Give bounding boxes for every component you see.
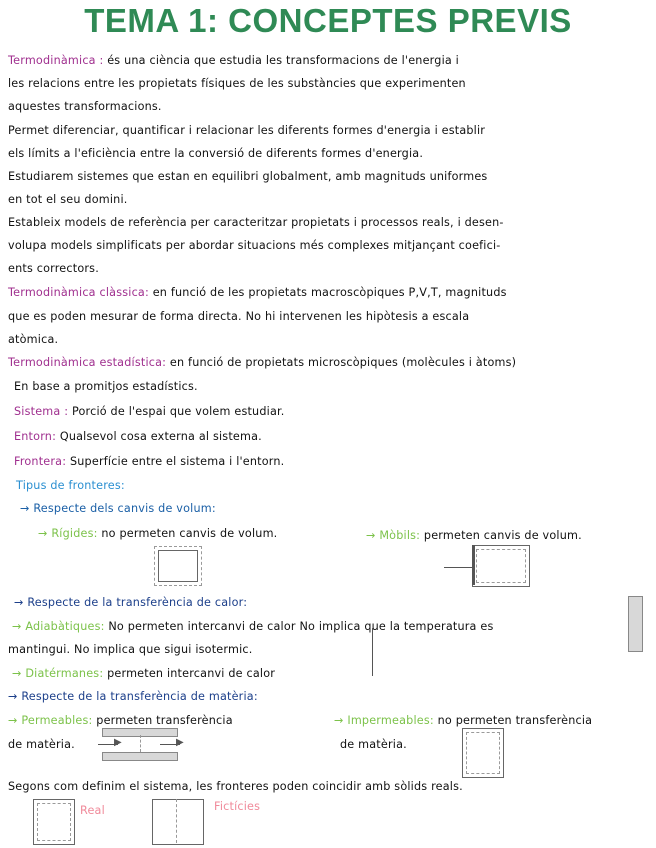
- frontera-term: Frontera:: [14, 455, 67, 468]
- volum-heading: → Respecte dels canvis de volum:: [20, 502, 216, 515]
- estadistica-term: Termodinàmica estadística:: [8, 356, 167, 369]
- impermeable-box-dash: [466, 732, 500, 774]
- permeables-line-2: de matèria.: [8, 738, 75, 751]
- termodinamica-line-1: [8, 54, 459, 68]
- ficticies-label: Fictícies: [214, 800, 261, 813]
- diatermanes-line: [12, 667, 275, 681]
- termodinamica-line-2: les relacions entre les propietats físiques de les substàncies que experimenten: [8, 77, 466, 90]
- adiabatic-wall: [628, 596, 643, 652]
- segons-line: Segons com definim el sistema, les fronteres poden coincidir amb sòlids reals.: [8, 780, 463, 793]
- entorn-line: [14, 430, 262, 444]
- estudiarem-line-1: Estudiarem sistemes que estan en equilibri globalment, amb magnituds uniformes: [8, 170, 488, 183]
- diathermic-wall-line: [372, 628, 373, 676]
- permet-line-1: Permet diferenciar, quantificar i relacionar les diferents formes d'energia i establir: [8, 124, 486, 137]
- estadistica-line-1: [8, 356, 516, 370]
- rigides-line: [38, 527, 277, 541]
- adiabatiques-line-2: mantingui. No implica que sigui isotermic.: [8, 643, 253, 656]
- permet-line-2: els límits a l'eficiència entre la conversió de diferents formes d'energia.: [8, 147, 424, 160]
- impermeables-text-1: no permeten transferència: [437, 714, 593, 727]
- rigides-term: → Rígides:: [38, 527, 98, 540]
- classica-line-1: [8, 286, 507, 300]
- diatermanes-text: permeten intercanvi de calor: [107, 667, 276, 680]
- classica-term: Termodinàmica clàssica:: [8, 286, 149, 299]
- permeables-term: → Permeables:: [8, 714, 93, 727]
- permeables-line-1: [8, 714, 233, 728]
- tipus-heading: Tipus de fronteres:: [16, 479, 125, 492]
- flow-arrow-out-head-icon: ▶: [176, 737, 184, 748]
- frontera-text: Superfície entre el sistema i l'entorn.: [69, 455, 285, 468]
- estadistica-text-1: en funció de propietats microscòpiques (molècules i àtoms): [169, 356, 517, 369]
- termodinamica-term: Termodinàmica :: [8, 54, 104, 67]
- sistema-term: Sistema :: [14, 405, 69, 418]
- ficticies-dash-line: [176, 799, 177, 843]
- impermeables-line-1: [334, 714, 592, 728]
- piston-rod: [444, 567, 474, 568]
- impermeables-line-2: de matèria.: [340, 738, 407, 751]
- piston-plate: [472, 545, 475, 585]
- estableix-line-2: volupa models simplificats per abordar situacions més complexes mitjançant coefici-: [8, 239, 501, 252]
- termodinamica-text-1: és una ciència que estudia les transformacions de l'energia i: [107, 54, 459, 67]
- calor-heading: → Respecte de la transferència de calor:: [14, 596, 248, 609]
- adiabatiques-line-1: [12, 620, 493, 634]
- ficticies-boundary-box: [152, 799, 204, 845]
- real-label: Real: [80, 804, 105, 817]
- rigid-boundary-box: [158, 550, 198, 582]
- estableix-line-3: ents correctors.: [8, 262, 99, 275]
- sistema-text: Porció de l'espai que volem estudiar.: [71, 405, 285, 418]
- permeables-text-1: permeten transferència: [96, 714, 233, 727]
- diatermanes-term: → Diatérmanes:: [12, 667, 104, 680]
- mobils-text: permeten canvis de volum.: [423, 529, 582, 542]
- impermeables-term: → Impermeables:: [334, 714, 434, 727]
- classica-line-2: que es poden mesurar de forma directa. No hi intervenen les hipòtesis a escala: [8, 310, 470, 323]
- adiabatiques-term: → Adiabàtiques:: [12, 620, 105, 633]
- termodinamica-line-3: aquestes transformacions.: [8, 100, 162, 113]
- flow-arrow-in-head-icon: ▶: [114, 737, 122, 748]
- pipe-dash-boundary: [140, 735, 141, 752]
- sistema-line: [14, 405, 285, 419]
- mobils-line: [366, 529, 582, 543]
- pipe-wall-bottom: [102, 752, 178, 761]
- estadistica-line-2: En base a promitjos estadístics.: [14, 380, 198, 393]
- classica-text-1: en funció de les propietats macroscòpiques P,V,T, magnituds: [152, 286, 507, 299]
- adiabatiques-text-1: No permeten intercanvi de calor: [108, 620, 296, 633]
- rigides-text: no permeten canvis de volum.: [101, 527, 278, 540]
- entorn-term: Entorn:: [14, 430, 57, 443]
- materia-heading: → Respecte de la transferència de matèria:: [8, 690, 258, 703]
- estudiarem-line-2: en tot el seu domini.: [8, 193, 128, 206]
- page-title: TEMA 1: CONCEPTES PREVIS: [84, 2, 572, 39]
- classica-line-3: atòmica.: [8, 333, 59, 346]
- real-boundary-dash: [37, 803, 71, 841]
- estableix-line-1: Estableix models de referència per caracteritzar propietats i processos reals, i desen-: [8, 216, 504, 229]
- entorn-text: Qualsevol cosa externa al sistema.: [59, 430, 262, 443]
- frontera-line: [14, 455, 284, 469]
- adiabatiques-text-1b: No implica que la temperatura es: [299, 620, 494, 633]
- mobile-boundary-dash: [476, 549, 526, 583]
- mobils-term: → Mòbils:: [366, 529, 421, 542]
